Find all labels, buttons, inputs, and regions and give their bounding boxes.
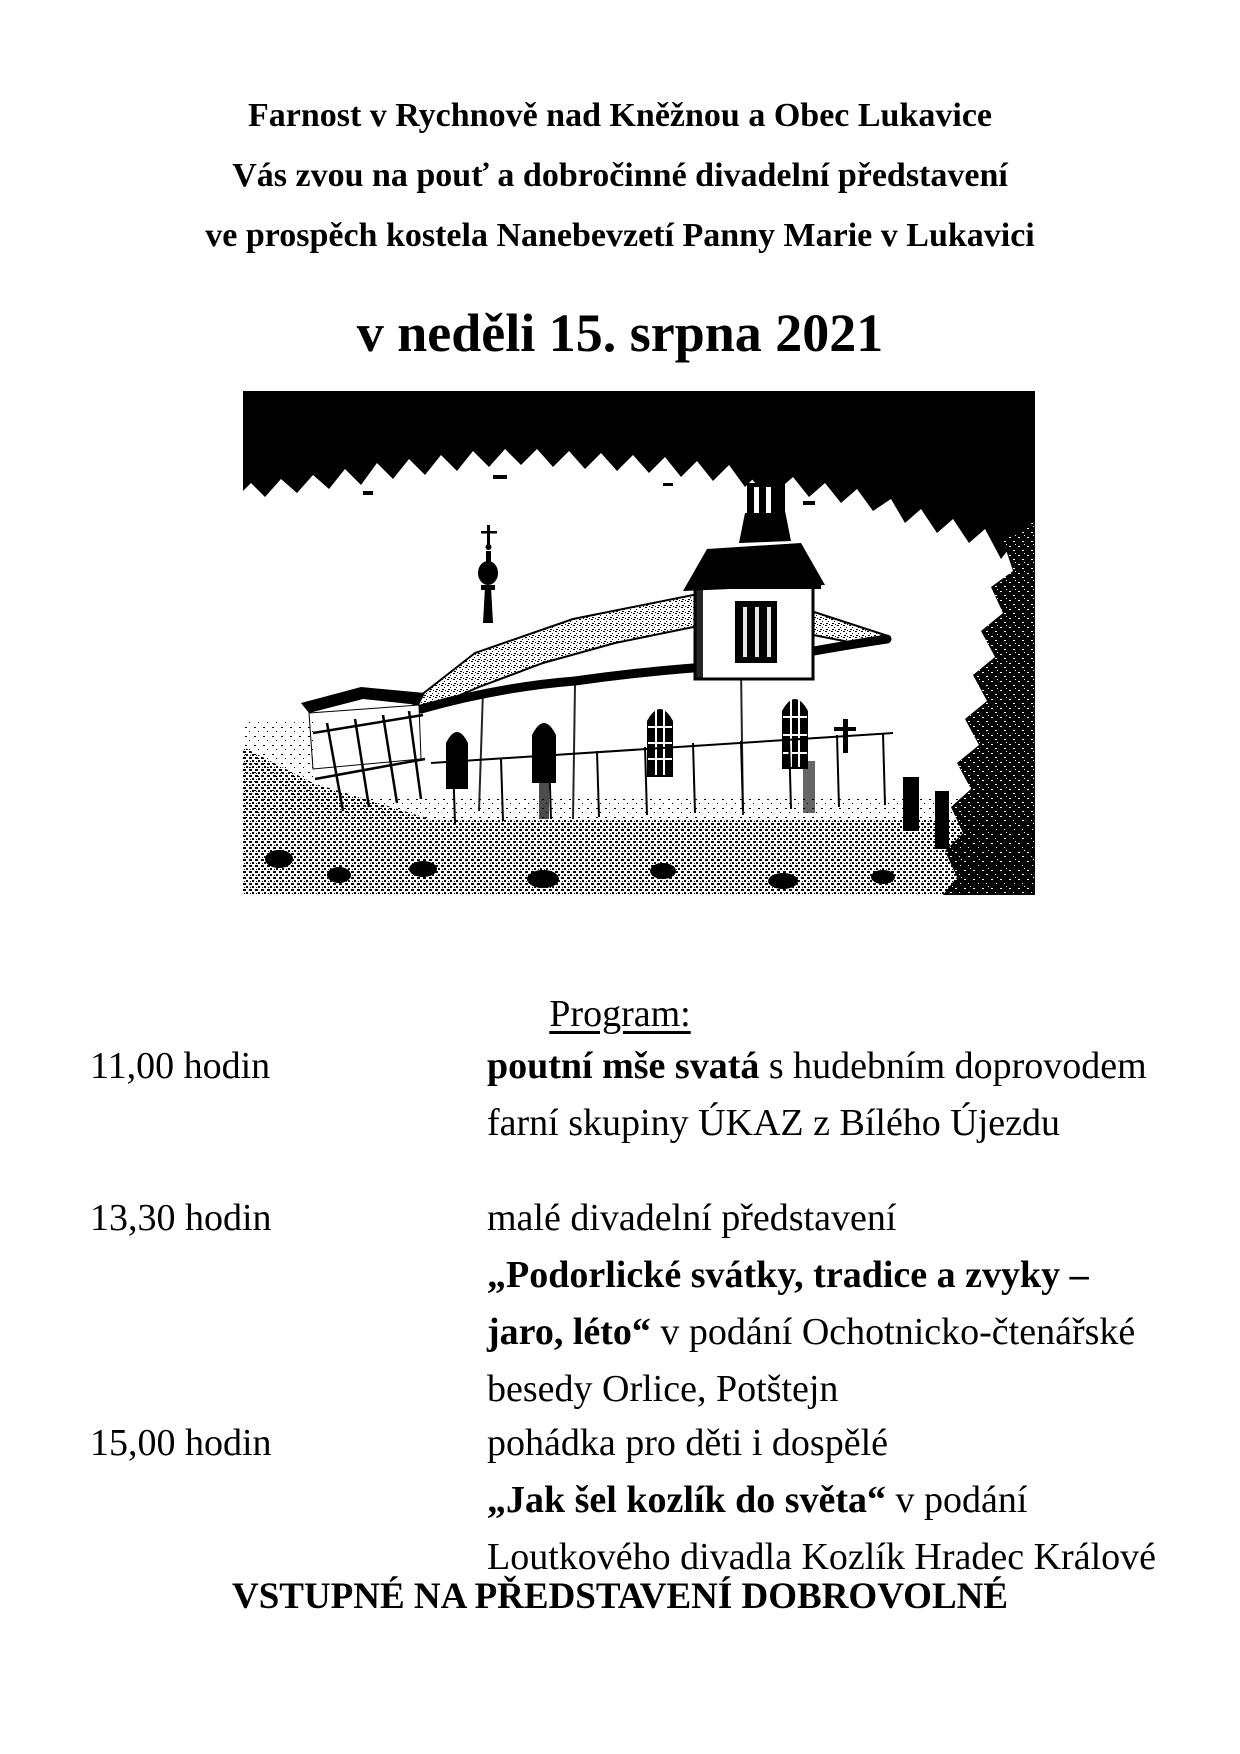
program-time-1: 11,00 hodin — [90, 1045, 271, 1087]
program-line — [487, 1361, 1135, 1418]
program-line — [487, 1472, 1156, 1529]
program-desc-1 — [487, 1038, 1147, 1152]
program-heading-text: Program: — [549, 993, 691, 1035]
program-time-3: 15,00 hodin — [90, 1422, 272, 1464]
program-line-regular: v podání — [886, 1479, 1028, 1521]
header-line-3: ve prospěch kostela Nanebevzetí Panny Marie v Lukavici — [205, 217, 1035, 254]
tower-cross — [756, 413, 776, 416]
admission-notice: VSTUPNÉ NA PŘEDSTAVENÍ DOBROVOLNÉ — [231, 1576, 1009, 1617]
church-photo-svg — [243, 391, 1035, 895]
program-line-regular: Loutkového divadla Kozlík Hradec Králové — [487, 1536, 1156, 1578]
program-line — [487, 1415, 1156, 1472]
program-time-2: 13,30 hodin — [90, 1197, 272, 1239]
program-line-bold: „Jak šel kozlík do světa“ — [487, 1479, 887, 1521]
program-line-regular: pohádka pro děti i dospělé — [487, 1422, 889, 1464]
program-line-regular: v podání Ochotnicko-čtenářské — [650, 1311, 1136, 1353]
program-line — [487, 1095, 1147, 1152]
church-photo — [243, 391, 1035, 895]
header-line-2: Vás zvou na pouť a dobročinné divadelní představení — [232, 157, 1008, 194]
program-line-regular: s hudebním doprovodem — [759, 1045, 1147, 1087]
program-desc-2 — [487, 1190, 1135, 1418]
program-line-bold: poutní mše svatá — [487, 1045, 760, 1087]
program-line-regular: farní skupiny ÚKAZ z Bílého Újezdu — [487, 1102, 1061, 1144]
event-date: v neděli 15. srpna 2021 — [356, 303, 884, 363]
program-line — [487, 1247, 1135, 1304]
program-line — [487, 1304, 1135, 1361]
header-line-1: Farnost v Rychnově nad Kněžnou a Obec Lukavice — [247, 97, 992, 134]
program-line — [487, 1190, 1135, 1247]
program-line-regular: malé divadelní představení — [487, 1197, 897, 1239]
tower-onion-dome — [749, 451, 783, 487]
program-desc-3 — [487, 1415, 1156, 1586]
program-line — [487, 1038, 1147, 1095]
program-line-bold: jaro, léto“ — [487, 1311, 651, 1353]
program-line-bold: „Podorlické svátky, tradice a zvyky – — [487, 1254, 1089, 1296]
program-heading — [0, 995, 1240, 1033]
program-line-regular: besedy Orlice, Potštejn — [487, 1368, 839, 1410]
